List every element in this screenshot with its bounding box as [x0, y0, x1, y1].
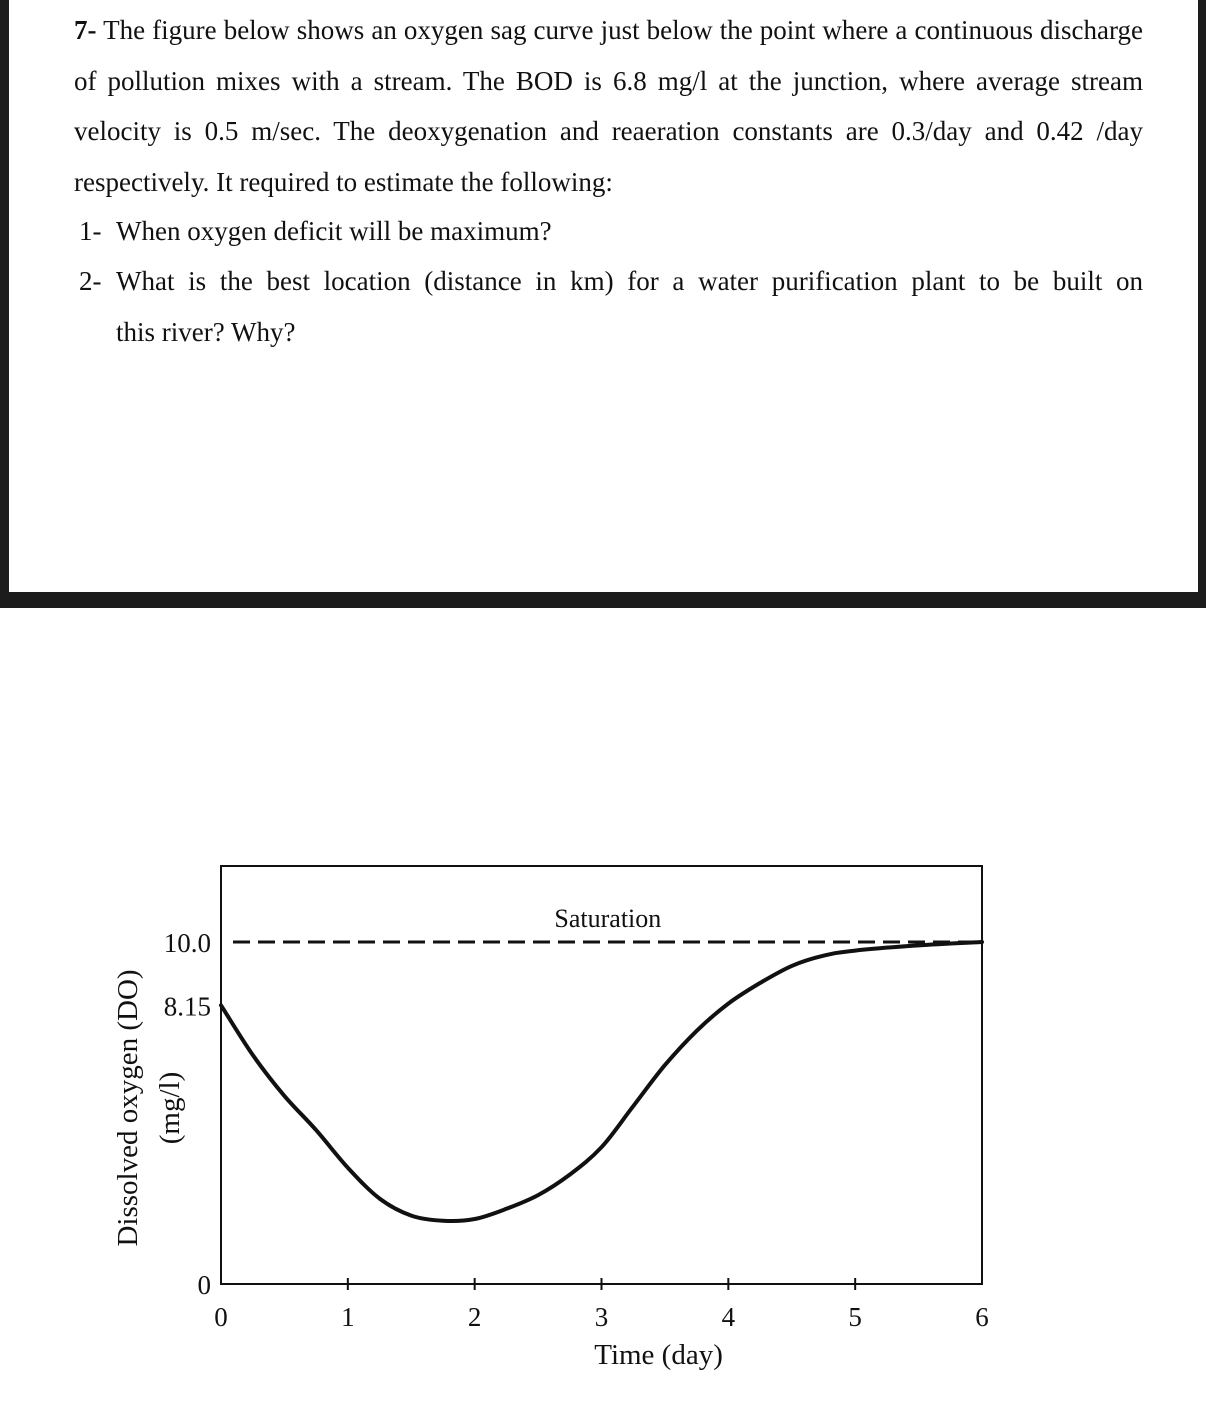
do-curve	[221, 942, 982, 1221]
question-2-number: 2-	[79, 266, 102, 296]
problem-number: 7-	[74, 15, 97, 45]
question-1	[79, 206, 1079, 257]
x-axis-label: Time (day)	[594, 1339, 723, 1371]
question-2	[79, 256, 1143, 357]
question-2-text-line-1: What is the best location (distance in km) for a water purification plant to be built on	[116, 266, 1143, 296]
oxygen-sag-figure	[0, 608, 1206, 1413]
problem-intro: The figure below shows an oxygen sag curve just below the point where a continuous discharge of pollution mixes with a stream. The BOD is 6.8 mg/l at the junction, where average stream velocity is 0.5 m/sec. The deoxygenation and reaeration constants are 0.3/day and 0.42 /day respectively. It required to estimate the following:	[74, 15, 1143, 197]
y-tick-label: 10.0	[163, 928, 211, 958]
x-tick-label: 2	[467, 1302, 482, 1332]
question-1-number: 1-	[79, 216, 102, 246]
y-axis-label: Dissolved oxygen (DO)	[112, 969, 144, 1247]
y-axis-unit-label: (mg/l)	[154, 1071, 186, 1145]
x-tick-label: 3	[594, 1302, 609, 1332]
x-tick-label: 4	[721, 1302, 736, 1332]
question-2-line-1	[79, 256, 1143, 307]
y-tick-label: 8.15	[163, 991, 211, 1022]
question-2-text-line-2: this river? Why?	[116, 316, 296, 347]
problem-statement	[74, 5, 1143, 207]
x-ticks	[214, 1278, 989, 1332]
x-tick-label: 0	[214, 1302, 228, 1332]
question-1-text: When oxygen deficit will be maximum?	[116, 216, 552, 246]
x-tick-label: 1	[341, 1302, 355, 1332]
problem-text-panel	[9, 0, 1198, 592]
x-tick-label: 5	[848, 1302, 862, 1332]
oxygen-sag-chart	[0, 608, 1206, 1413]
y-tick-label: 0	[197, 1270, 211, 1300]
x-tick-label: 6	[975, 1302, 989, 1332]
saturation-label: Saturation	[554, 904, 662, 933]
